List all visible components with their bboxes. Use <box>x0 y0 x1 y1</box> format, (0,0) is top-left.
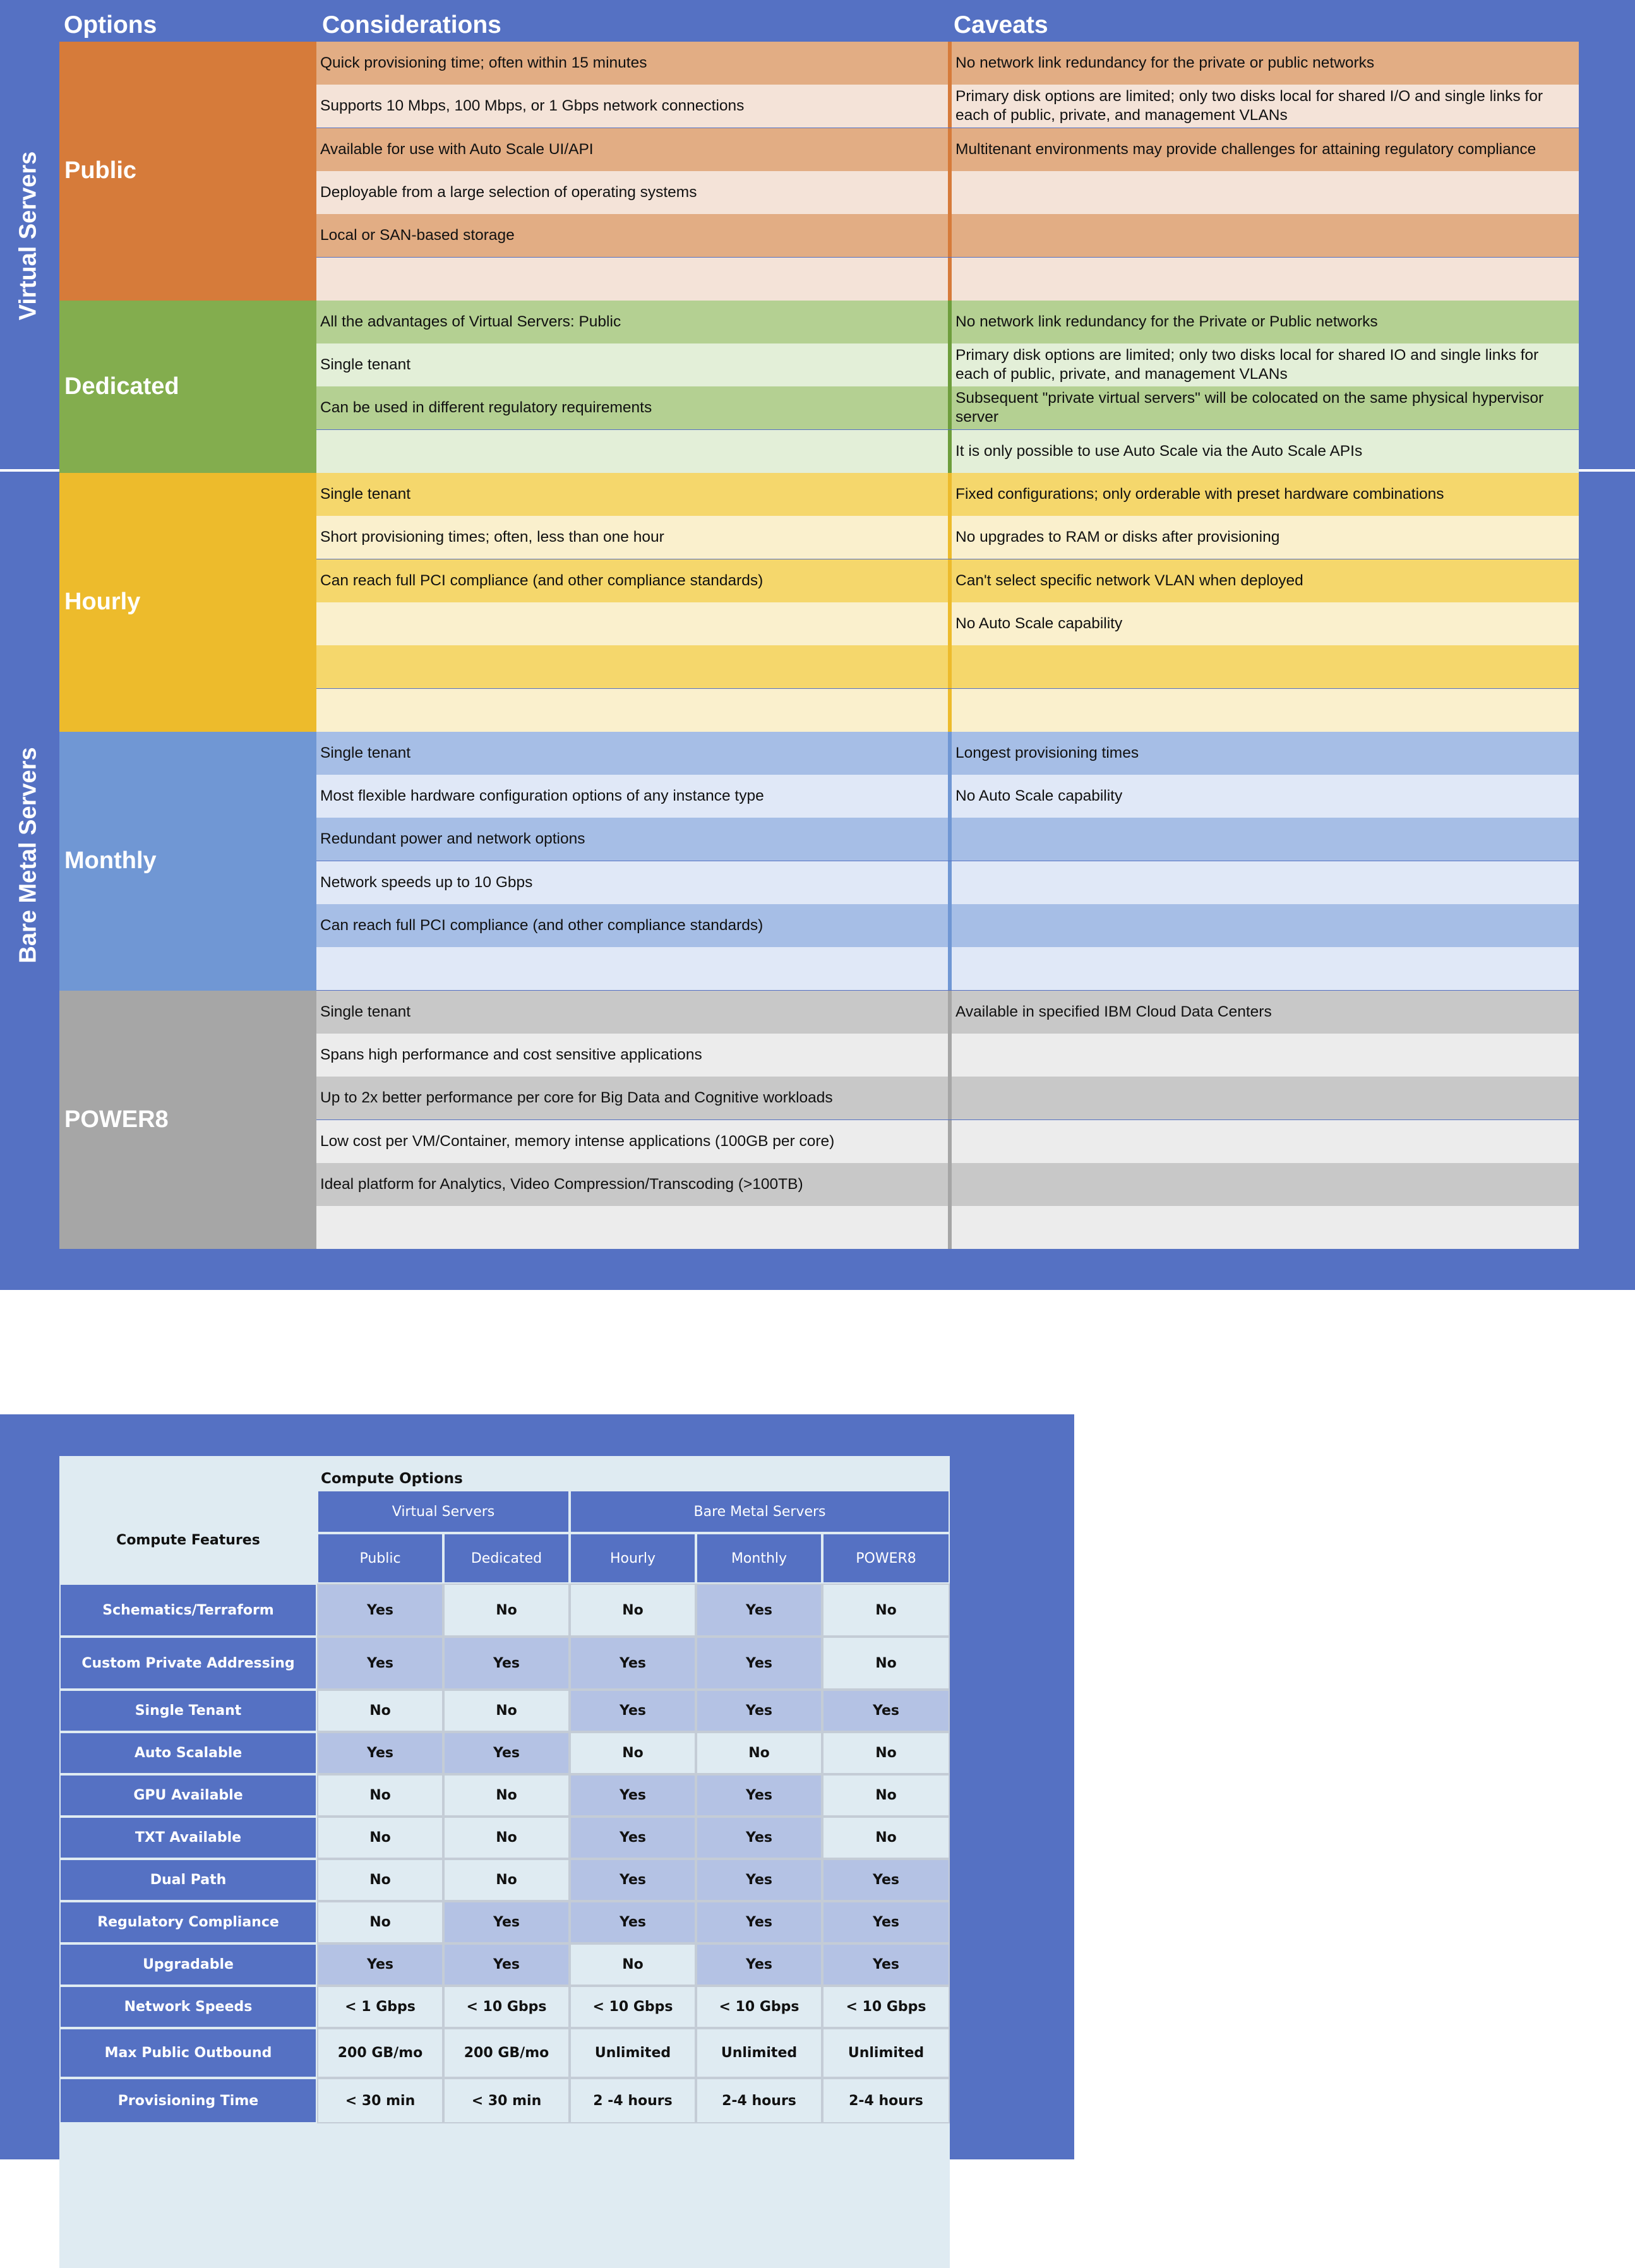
caveat-cell: It is only possible to use Auto Scale via the Auto Scale APIs <box>948 430 1579 473</box>
feature-value-cell: Unlimited <box>822 2028 950 2078</box>
feature-value-cell: No <box>822 1732 950 1774</box>
consideration-cell: Redundant power and network options <box>316 818 948 861</box>
caveat-cell: No network link redundancy for the private or public networks <box>948 42 1579 85</box>
caveat-cell: Can't select specific network VLAN when deployed <box>948 559 1579 602</box>
consideration-cell: Single tenant <box>316 473 948 516</box>
feature-value-cell: No <box>822 1637 950 1690</box>
option-row <box>316 818 1579 861</box>
column-header-hourly: Hourly <box>570 1533 696 1584</box>
feature-value-cell: < 10 Gbps <box>696 1986 822 2028</box>
option-row <box>316 171 1579 214</box>
feature-value-cell: 2-4 hours <box>696 2078 822 2123</box>
feature-label: GPU Available <box>59 1774 317 1817</box>
option-row <box>316 1077 1579 1119</box>
compute-features-label: Compute Features <box>116 1532 260 1548</box>
caveat-cell <box>948 904 1579 947</box>
feature-value-cell: Yes <box>822 1859 950 1901</box>
feature-value-cell: Yes <box>443 1901 570 1943</box>
virtual-servers-label: Virtual Servers <box>15 151 42 321</box>
caveat-cell: Fixed configurations; only orderable with preset hardware combinations <box>948 473 1579 516</box>
caveat-cell <box>948 258 1579 301</box>
column-header-monthly: Monthly <box>696 1533 822 1584</box>
feature-value-cell: Yes <box>317 1943 443 1986</box>
consideration-cell <box>316 602 948 645</box>
feature-value-cell: No <box>822 1774 950 1817</box>
caveat-cell <box>948 1120 1579 1163</box>
feature-value-cell: < 30 min <box>317 2078 443 2123</box>
feature-value-cell: 2 -4 hours <box>570 2078 696 2123</box>
feature-value-cell: < 1 Gbps <box>317 1986 443 2028</box>
caveat-cell <box>948 1206 1579 1249</box>
consideration-cell: Up to 2x better performance per core for Big Data and Cognitive workloads <box>316 1077 948 1119</box>
option-row <box>316 947 1579 990</box>
option-row <box>316 430 1579 473</box>
feature-value-cell: 2-4 hours <box>822 2078 950 2123</box>
caveat-cell <box>948 689 1579 732</box>
caveat-cell: Available in specified IBM Cloud Data Centers <box>948 991 1579 1034</box>
feature-value-cell: No <box>570 1584 696 1637</box>
feature-value-cell: No <box>443 1584 570 1637</box>
option-row <box>316 1163 1579 1206</box>
consideration-cell <box>316 645 948 688</box>
consideration-cell: Single tenant <box>316 343 948 386</box>
option-row <box>316 1034 1579 1077</box>
feature-value-cell: Yes <box>696 1637 822 1690</box>
feature-value-cell: Yes <box>443 1943 570 1986</box>
caveat-cell: Multitenant environments may provide challenges for attaining regulatory compliance <box>948 128 1579 171</box>
feature-value-cell: Yes <box>696 1943 822 1986</box>
feature-label: Auto Scalable <box>59 1732 317 1774</box>
feature-value-cell: < 30 min <box>443 2078 570 2123</box>
column-header-dedicated: Dedicated <box>443 1533 570 1584</box>
consideration-cell <box>316 689 948 732</box>
caveat-cell: No network link redundancy for the Private or Public networks <box>948 301 1579 343</box>
option-row <box>316 473 1579 516</box>
option-row <box>316 602 1579 645</box>
caveat-cell <box>948 1077 1579 1119</box>
feature-label: Upgradable <box>59 1943 317 1986</box>
consideration-cell: Short provisioning times; often, less than one hour <box>316 516 948 559</box>
caveat-cell <box>948 171 1579 214</box>
feature-value-cell: Yes <box>570 1774 696 1817</box>
consideration-cell <box>316 947 948 990</box>
feature-value-cell: Yes <box>570 1901 696 1943</box>
feature-label: Provisioning Time <box>59 2078 317 2123</box>
consideration-cell: Most flexible hardware configuration options of any instance type <box>316 775 948 818</box>
option-row <box>316 386 1579 429</box>
option-row <box>316 42 1579 85</box>
caveat-cell: Longest provisioning times <box>948 732 1579 775</box>
feature-value-cell: No <box>696 1732 822 1774</box>
caveat-cell: Subsequent "private virtual servers" will be colocated on the same physical hypervisor server <box>948 386 1579 429</box>
feature-label: TXT Available <box>59 1817 317 1859</box>
feature-value-cell: No <box>443 1859 570 1901</box>
column-header-power8: POWER8 <box>822 1533 950 1584</box>
feature-value-cell: Yes <box>570 1637 696 1690</box>
feature-value-cell: No <box>317 1859 443 1901</box>
caveats-header: Caveats <box>954 11 1048 39</box>
consideration-cell <box>316 258 948 301</box>
feature-value-cell: Yes <box>822 1690 950 1732</box>
consideration-cell: Spans high performance and cost sensitive applications <box>316 1034 948 1077</box>
option-row <box>316 128 1579 171</box>
option-row <box>316 258 1579 301</box>
feature-label: Network Speeds <box>59 1986 317 2028</box>
consideration-cell: All the advantages of Virtual Servers: Public <box>316 301 948 343</box>
feature-value-cell: No <box>443 1774 570 1817</box>
feature-value-cell: Yes <box>443 1732 570 1774</box>
caveat-cell <box>948 214 1579 257</box>
consideration-cell: Deployable from a large selection of operating systems <box>316 171 948 214</box>
option-row <box>316 1206 1579 1249</box>
feature-value-cell: No <box>570 1732 696 1774</box>
feature-value-cell: No <box>317 1774 443 1817</box>
caveat-cell <box>948 818 1579 861</box>
consideration-cell <box>316 430 948 473</box>
option-row <box>316 645 1579 688</box>
caveat-cell <box>948 645 1579 688</box>
caveat-cell: No Auto Scale capability <box>948 775 1579 818</box>
option-row <box>316 732 1579 775</box>
consideration-cell: Available for use with Auto Scale UI/API <box>316 128 948 171</box>
option-row <box>316 214 1579 257</box>
feature-value-cell: < 10 Gbps <box>570 1986 696 2028</box>
considerations-header: Considerations <box>322 11 501 39</box>
feature-label: Schematics/Terraform <box>59 1584 317 1637</box>
group-header-virtual-servers: Virtual Servers <box>317 1490 570 1533</box>
group-header-bare-metal-servers: Bare Metal Servers <box>570 1490 950 1533</box>
feature-value-cell: Yes <box>696 1690 822 1732</box>
feature-label: Custom Private Addressing <box>59 1637 317 1690</box>
feature-value-cell: No <box>443 1817 570 1859</box>
caveat-cell <box>948 947 1579 990</box>
feature-value-cell: Yes <box>822 1901 950 1943</box>
consideration-cell <box>316 1206 948 1249</box>
compute-options-label: Compute Options <box>321 1471 463 1487</box>
option-monthly: Monthly <box>59 732 316 991</box>
feature-value-cell: Yes <box>822 1943 950 1986</box>
feature-value-cell: Yes <box>570 1690 696 1732</box>
feature-label: Regulatory Compliance <box>59 1901 317 1943</box>
column-header-public: Public <box>317 1533 443 1584</box>
feature-value-cell: Yes <box>570 1859 696 1901</box>
caveat-cell: No Auto Scale capability <box>948 602 1579 645</box>
option-row <box>316 775 1579 818</box>
option-row <box>316 343 1579 386</box>
feature-value-cell: No <box>317 1690 443 1732</box>
feature-label: Max Public Outbound <box>59 2028 317 2078</box>
options-grid <box>59 42 1579 1247</box>
feature-value-cell: 200 GB/mo <box>443 2028 570 2078</box>
consideration-cell: Low cost per VM/Container, memory intense applications (100GB per core) <box>316 1120 948 1163</box>
option-row <box>316 559 1579 602</box>
caveat-cell <box>948 1034 1579 1077</box>
option-row <box>316 1120 1579 1163</box>
feature-value-cell: No <box>317 1901 443 1943</box>
option-row <box>316 991 1579 1034</box>
feature-label: Single Tenant <box>59 1690 317 1732</box>
consideration-cell: Ideal platform for Analytics, Video Compression/Transcoding (>100TB) <box>316 1163 948 1206</box>
option-row <box>316 301 1579 343</box>
caveat-cell <box>948 1163 1579 1206</box>
feature-value-cell: No <box>822 1584 950 1637</box>
feature-value-cell: Yes <box>696 1774 822 1817</box>
consideration-cell: Can reach full PCI compliance (and other compliance standards) <box>316 559 948 602</box>
feature-value-cell: Yes <box>696 1817 822 1859</box>
feature-value-cell: Yes <box>317 1584 443 1637</box>
feature-value-cell: Yes <box>317 1732 443 1774</box>
feature-value-cell: Yes <box>696 1901 822 1943</box>
feature-value-cell: < 10 Gbps <box>443 1986 570 2028</box>
feature-value-cell: No <box>570 1943 696 1986</box>
option-row <box>316 85 1579 128</box>
options-header: Options <box>64 11 157 39</box>
option-row <box>316 904 1579 947</box>
feature-value-cell: Yes <box>696 1584 822 1637</box>
feature-value-cell: 200 GB/mo <box>317 2028 443 2078</box>
feature-value-cell: Yes <box>570 1817 696 1859</box>
consideration-cell: Local or SAN-based storage <box>316 214 948 257</box>
compute-features-table <box>59 1456 950 2268</box>
consideration-cell: Single tenant <box>316 732 948 775</box>
option-hourly: Hourly <box>59 473 316 732</box>
feature-value-cell: No <box>443 1690 570 1732</box>
consideration-cell: Supports 10 Mbps, 100 Mbps, or 1 Gbps network connections <box>316 85 948 128</box>
feature-value-cell: No <box>317 1817 443 1859</box>
consideration-cell: Can be used in different regulatory requirements <box>316 386 948 429</box>
feature-value-cell: No <box>822 1817 950 1859</box>
option-row <box>316 689 1579 732</box>
option-power8: POWER8 <box>59 991 316 1250</box>
feature-value-cell: Unlimited <box>696 2028 822 2078</box>
feature-value-cell: Yes <box>317 1637 443 1690</box>
consideration-cell: Network speeds up to 10 Gbps <box>316 861 948 904</box>
caveat-cell: Primary disk options are limited; only two disks local for shared IO and single links for each of public, private, and management VLANs <box>948 343 1579 386</box>
feature-value-cell: Yes <box>443 1637 570 1690</box>
bare-metal-servers-label: Bare Metal Servers <box>15 747 42 964</box>
consideration-cell: Quick provisioning time; often within 15 minutes <box>316 42 948 85</box>
consideration-cell: Can reach full PCI compliance (and other compliance standards) <box>316 904 948 947</box>
option-public: Public <box>59 42 316 301</box>
compute-features-panel <box>0 1414 1074 2159</box>
caveat-cell <box>948 861 1579 904</box>
consideration-cell: Single tenant <box>316 991 948 1034</box>
caveat-cell: No upgrades to RAM or disks after provisioning <box>948 516 1579 559</box>
option-row <box>316 516 1579 559</box>
caveat-cell: Primary disk options are limited; only two disks local for shared I/O and single links for each of public, private, and management VLANs <box>948 85 1579 128</box>
feature-value-cell: Unlimited <box>570 2028 696 2078</box>
option-dedicated: Dedicated <box>59 301 316 473</box>
option-row <box>316 861 1579 904</box>
feature-value-cell: < 10 Gbps <box>822 1986 950 2028</box>
feature-value-cell: Yes <box>696 1859 822 1901</box>
feature-label: Dual Path <box>59 1859 317 1901</box>
